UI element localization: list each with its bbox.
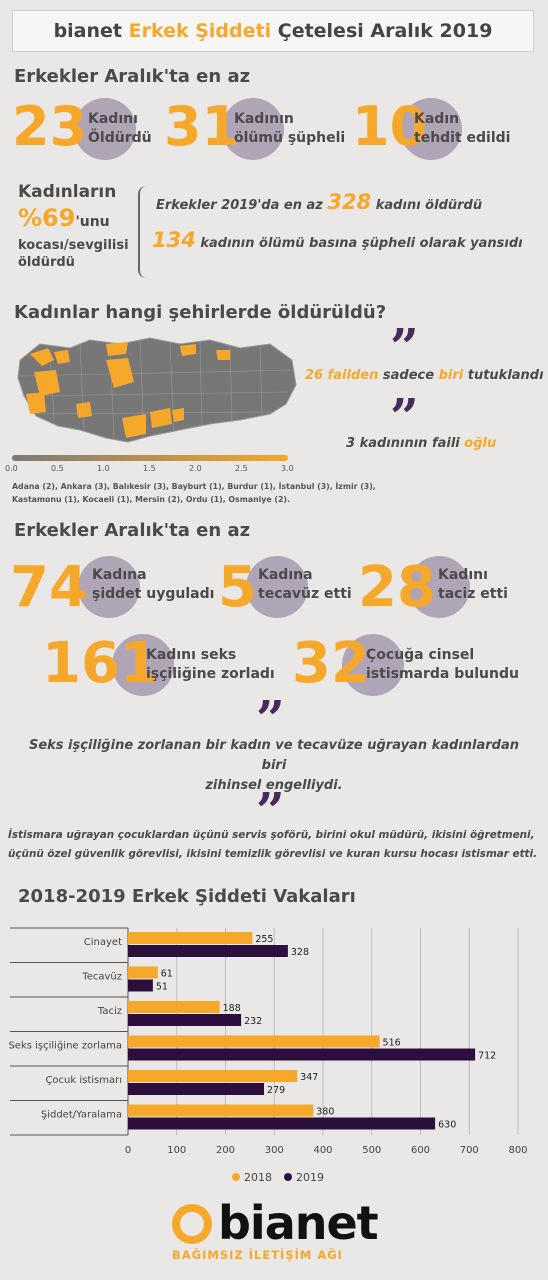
x-tick-label: 200	[215, 1145, 236, 1156]
stat-number: 161	[42, 631, 159, 696]
map-region-osmaniye	[172, 408, 184, 422]
legend-marker	[284, 1173, 292, 1181]
bar-2019	[128, 1049, 475, 1061]
map-region-mersin	[122, 414, 146, 438]
scale-tick-label: 1.5	[143, 464, 156, 473]
stat-label: Kadın tehdit edildi	[414, 111, 511, 146]
x-tick-label: 400	[313, 1145, 333, 1156]
map-region-kastamonu	[106, 342, 128, 356]
stat-label: Kadına şiddet uyguladı	[92, 567, 215, 602]
stat-label: Kadını seks işçiliğine zorladı	[146, 647, 275, 682]
bar-2018	[128, 1036, 380, 1048]
bar-2019	[128, 1014, 241, 1026]
stat-number: 10	[352, 95, 428, 158]
category-label: Taciz	[97, 1006, 122, 1017]
bar-value-label: 51	[155, 981, 168, 993]
stat-label: Kadını taciz etti	[438, 567, 508, 602]
page-title: bianet Erkek Şiddeti Çetelesi Aralık 2019	[12, 10, 534, 52]
category-label: Seks işçiliğine zorlama	[8, 1040, 122, 1052]
map-region-bayburt	[216, 350, 230, 360]
disability-quote: Seks işçiliğine zorlanan bir kadın ve tecavüze uğrayan kadınlardan biri zihinsel engelliydi.	[28, 738, 520, 793]
son-note: 3 kadınının faili oğlu	[346, 436, 497, 451]
turkey-map	[10, 330, 300, 450]
scale-tick-label: 1.0	[97, 464, 110, 473]
bar-2019	[128, 945, 288, 957]
quote-icon: ”	[256, 689, 285, 748]
bar-value-label: 712	[478, 1050, 497, 1062]
x-tick-label: 0	[124, 1145, 132, 1156]
scale-tick-label: 0.5	[51, 464, 64, 473]
x-tick-label: 500	[362, 1145, 382, 1156]
stat-label: Kadını Öldürdü	[88, 111, 152, 146]
stat-label: Çocuğa cinsel istismarda bulundu	[366, 647, 519, 682]
bar-2018	[128, 932, 252, 944]
bar-2018	[128, 1105, 313, 1117]
scale-tick-label: 3.0	[281, 464, 294, 473]
map-region-izmir	[26, 392, 46, 414]
legend-label: 2018	[244, 1171, 272, 1184]
child-abuse-quote: İstismara uğrayan çocuklardan üçünü servis şoförü, birini okul müdürü, ikisini öğretmeni, üçünü özel güvenlik görevlisi, ikisini temizlik görevlisi ve kuran kursu hocası istismar etti.	[8, 829, 538, 860]
section-title: Erkekler Aralık't​a en az	[14, 520, 251, 541]
bar-value-label: 279	[267, 1085, 286, 1096]
quote-icon: ”	[390, 387, 419, 446]
x-tick-label: 800	[508, 1145, 528, 1156]
bar-2018	[128, 1070, 297, 1082]
yearly-killed: Erkekler 2019'da en az 328 kadını öldürdü	[156, 190, 483, 214]
stat-label: Kadına tecavüz etti	[258, 567, 352, 602]
stat-number: 28	[358, 555, 436, 620]
x-tick-label: 700	[459, 1145, 479, 1156]
bar-value-label: 380	[316, 1106, 335, 1118]
yearly-suspicious: 134 kadının ölümü basına şüpheli olarak yansıdı	[152, 228, 523, 252]
bar-2018	[128, 1001, 220, 1013]
stat-number: 23	[12, 95, 88, 158]
category-label: Tecavüz	[82, 971, 122, 983]
bianet-logo	[170, 1198, 380, 1270]
city-list: Adana (2), Ankara (3), Balıkesir (3), Bayburt (1), Burdur (1), İstanbul (3), İzmir (3), Kastamonu (1), Kocaeli (1), Mersin (2), Ordu (1), Osmaniye (2).	[12, 482, 376, 504]
legend-marker	[232, 1173, 240, 1181]
bar-2019	[128, 980, 153, 992]
logo-text: bianet	[218, 1196, 378, 1250]
category-label: Çocuk istismarı	[45, 1075, 122, 1086]
partner-stat: Kadınların %69'unu kocası/sevgilisi öldürdü	[18, 182, 129, 270]
section-title: Erkekler Aralık't​a en az	[14, 66, 251, 87]
title-highlight: Erkek Şiddeti	[128, 20, 272, 42]
bar-value-label: 516	[382, 1037, 401, 1049]
stat-label: Kadının ölümü şüpheli	[234, 111, 346, 146]
stat-number: 31	[164, 95, 240, 158]
map-region-burdur	[76, 402, 92, 418]
x-tick-label: 600	[410, 1145, 431, 1156]
x-tick-label: 100	[167, 1145, 187, 1156]
quote-icon: ”	[390, 317, 419, 376]
category-label: Şiddet/Yaralama	[40, 1109, 122, 1121]
quote-icon: ”	[256, 781, 285, 840]
x-tick-label: 300	[264, 1145, 284, 1156]
bar-value-label: 347	[300, 1072, 319, 1083]
bar-value-label: 630	[438, 1119, 457, 1131]
bar-2018	[128, 967, 158, 979]
scale-tick-label: 0.0	[5, 464, 18, 473]
stat-number: 5	[218, 555, 257, 620]
bar-value-label: 255	[255, 934, 274, 945]
stat-number: 32	[292, 631, 370, 696]
stat-number: 74	[10, 555, 88, 620]
map-region-ordu	[180, 344, 196, 356]
bar-value-label: 61	[160, 968, 173, 980]
bar-value-label: 328	[290, 947, 310, 958]
bar-value-label: 232	[244, 1016, 263, 1027]
scale-tick-label: 2.0	[189, 464, 202, 473]
legend-label: 2019	[296, 1171, 324, 1184]
category-label: Cinayet	[83, 937, 122, 948]
bar-value-label: 188	[222, 1003, 241, 1014]
bar-chart	[0, 918, 548, 1190]
chart-title: 2018-2019 Erkek Şiddeti Vakaları	[18, 886, 356, 907]
bar-2019	[128, 1118, 435, 1130]
arrest-note: 26 failden sadece biri tutuklandı	[305, 368, 544, 383]
color-scale	[12, 455, 288, 461]
logo-tagline: BAĞIMSIZ İLETİŞİM AĞI	[172, 1248, 343, 1262]
scale-tick-label: 2.5	[235, 464, 248, 473]
bar-2019	[128, 1083, 264, 1095]
map-title: Kadınlar hangi şehirlerde öldürüldü?	[14, 302, 387, 323]
